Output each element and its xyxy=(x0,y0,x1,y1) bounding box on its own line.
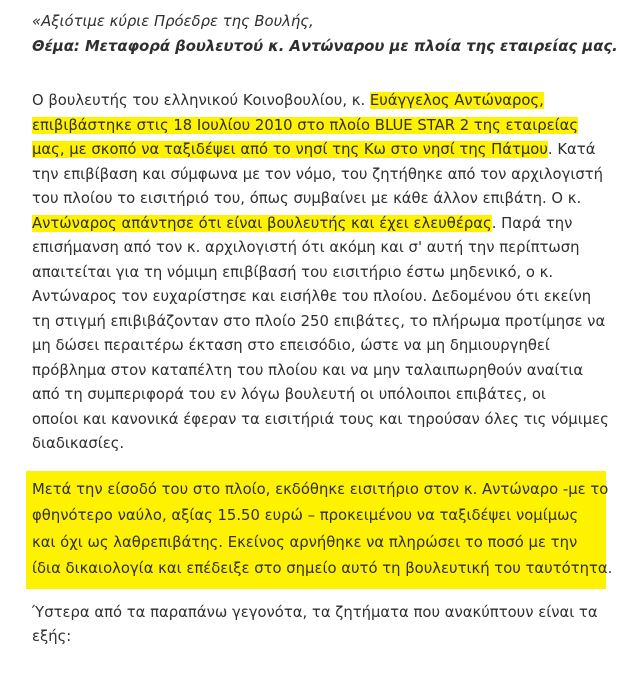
paragraph-1-line-11: μη δώσει περαιτέρω έκταση στο επεισόδιο, ώστε να μη δημιουργηθεί xyxy=(32,337,550,354)
plain-text: . Κατά xyxy=(547,141,596,158)
paragraph-3 xyxy=(32,601,602,650)
paragraph-2-line-1: Μετά την είσοδό του στο πλοίο, εκδόθηκε εισιτήριο στον κ. Αντώναρο -με το xyxy=(32,480,609,498)
spacer xyxy=(32,59,602,89)
plain-text: Ο βουλευτής του ελληνικού Κοινοβουλίου, κ. xyxy=(32,92,370,109)
paragraph-1-line-3 xyxy=(32,138,602,163)
paragraph-3-line-2: εξής: xyxy=(32,628,72,645)
paragraph-1-line-7: επισήμανση από τον κ. αρχιλογιστή ότι ακόμη και σ' αυτή την περίπτωση xyxy=(32,239,580,256)
paragraph-1-line-6 xyxy=(32,212,602,237)
paragraph-2-line-2: φθηνότερο ναύλο, αξίας 15.50 ευρώ – προκειμένου να ταξιδέψει νομίμως xyxy=(32,507,579,524)
paragraph-1-line-4: την επιβίβαση και σύμφωνα με τον νόμο, του ζητήθηκε από τον αρχιλογιστή xyxy=(32,165,604,183)
paragraph-1-line-15: διαδικασίες. xyxy=(32,435,125,452)
paragraph-1-line-5: του πλοίου το εισιτήριό του, όπως συμβαίνει με κάθε άλλον επιβάτη. Ο κ. xyxy=(32,190,582,207)
paragraph-1-line-10: τη στιγμή επιβιβάζονταν στο πλοίο 250 επιβάτες, το πλήρωμα προτίμησε να xyxy=(32,312,606,330)
paragraph-1 xyxy=(32,89,609,457)
paragraph-2-line-4: ίδια δικαιολογία και επέδειξε στο σημείο αυτό τη βουλευτική του ταυτότητα. xyxy=(32,560,613,577)
paragraph-1-line-2 xyxy=(32,114,602,139)
subject-line: Θέμα: Μεταφορά βουλευτού κ. Αντώναρου με πλοία της εταιρείας μας. xyxy=(32,37,618,55)
paragraph-3-line-1: Ύστερα από τα παραπάνω γεγονότα, τα ζητήματα που ανακύπτουν είναι τα xyxy=(32,603,598,621)
highlighted-text: επιβιβάστηκε στις 18 Ιουλίου 2010 στο πλοίο BLUE STAR 2 της εταιρείας xyxy=(32,116,579,134)
paragraph-2-highlighted xyxy=(26,471,613,589)
paragraph-1-line-12: πρόβλημα στον καταπέλτη του πλοίου και να μην ταλαιπωρηθούν αναίτια xyxy=(32,361,584,379)
plain-text: . Παρά την xyxy=(491,214,573,232)
paragraph-1-line-13: από τη συμπεριφορά του εν λόγω βουλευτή οι υπόλοιποι επιβάτες, οι xyxy=(32,386,546,403)
spacer xyxy=(32,457,602,471)
paragraph-1-line-14: οποίοι και κανονικά έφεραν τα εισιτήριά τους και τηρούσαν όλες τις νόμιμες xyxy=(32,410,609,428)
highlighted-text: Ευάγγελος Αντώναρος, xyxy=(369,92,544,109)
paragraph-1-line-8: απαιτείται για τη νόμιμη επιβίβασή του εισιτήριο έστω μηδενικό, ο κ. xyxy=(32,263,554,281)
letter-excerpt xyxy=(32,10,618,650)
spacer xyxy=(32,589,602,601)
highlighted-text: Αντώναρος απάντησε ότι είναι βουλευτής και έχει ελευθέρας xyxy=(32,214,492,232)
paragraph-2-line-3: και όχι ως λαθρεπιβάτης. Εκείνος αρνήθηκε να πληρώσει το ποσό με την xyxy=(32,533,578,551)
paragraph-1-line-1 xyxy=(32,89,602,114)
paragraph-1-line-9: Αντώναρος τον ευχαρίστησε και εισήλθε του πλοίου. Δεδομένου ότι εκείνη xyxy=(32,288,592,305)
salutation-line: «Αξιότιμε κύριε Πρόεδρε της Βουλής, xyxy=(32,13,314,30)
highlighted-text: μας, με σκοπό να ταξιδέψει από το νησί της Κω στο νησί της Πάτμου xyxy=(32,141,548,158)
